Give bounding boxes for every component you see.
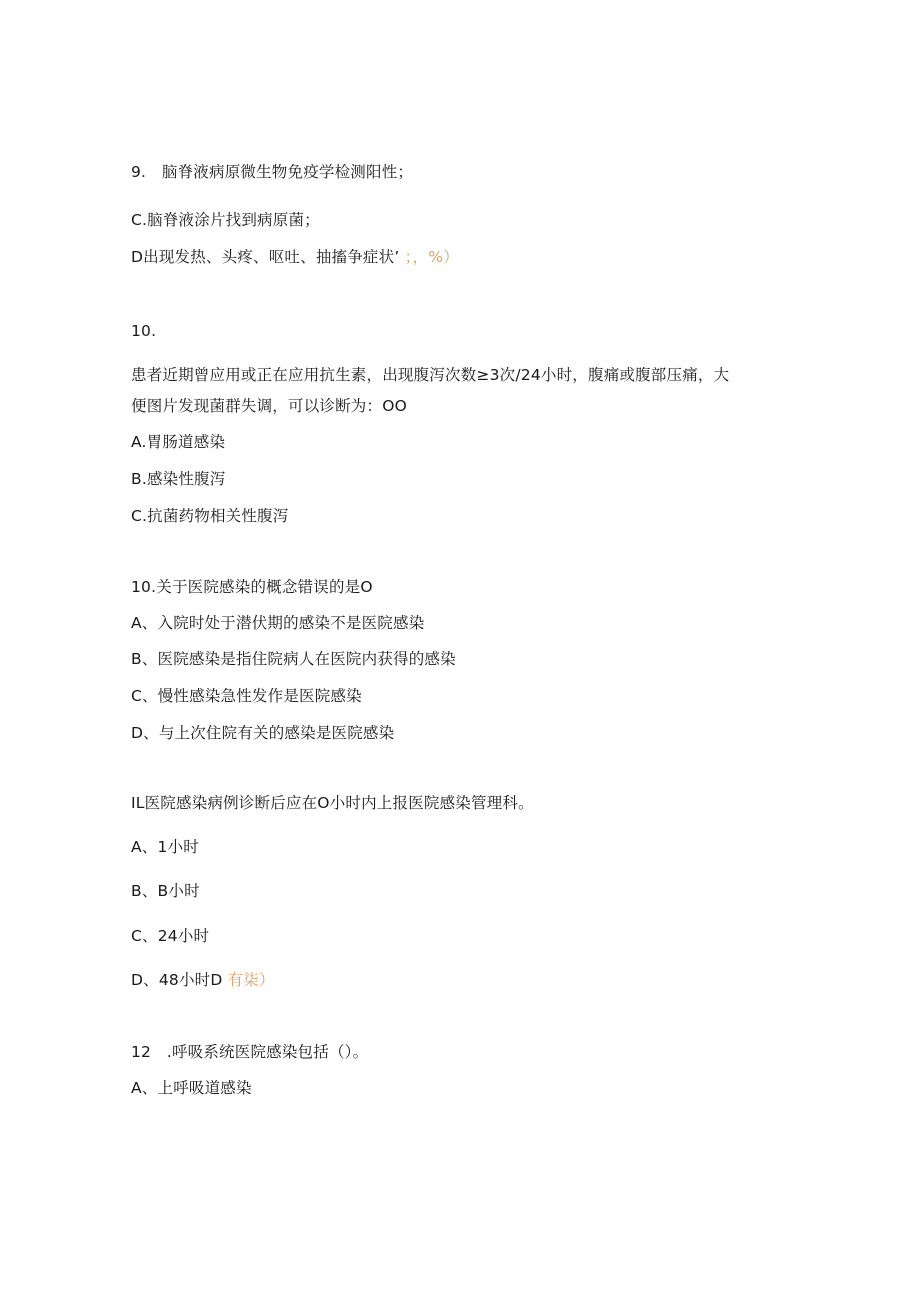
- q10b-option-b: B、医院感染是指住院病人在医院内获得的感染: [131, 650, 456, 668]
- q10b-stem: 10.关于医院感染的概念错误的是O: [131, 578, 373, 596]
- q11-option-a: A、1小时: [131, 838, 199, 856]
- q10b-option-d: D、与上次住院有关的感染是医院感染: [131, 724, 395, 742]
- q11-option-b: B、B小时: [131, 882, 200, 900]
- q9-option-d-annotation: ；，%）: [404, 248, 459, 266]
- q9-stem: 9. 脑脊液病原微生物免疫学检测阳性；: [131, 163, 414, 181]
- q11-option-c: C、24小时: [131, 927, 210, 945]
- q11-stem: IL医院感染病例诊断后应在O小时内上报医院感染管理科。: [131, 794, 534, 812]
- q9-option-d-text: D出现发热、头疼、呕吐、抽搐争症状’: [131, 248, 400, 266]
- q10b-option-a: A、入院时处于潜伏期的感染不是医院感染: [131, 614, 425, 632]
- q9-option-d: [131, 247, 459, 267]
- q12-option-a: A、上呼吸道感染: [131, 1079, 252, 1097]
- q10a-stem-line2: 便图片发现菌群失调，可以诊断为：OO: [131, 397, 408, 415]
- q10a-option-a: A.胃肠道感染: [131, 433, 226, 451]
- q9-option-c: C.脑脊液涂片找到病原菌；: [131, 211, 320, 229]
- q11-option-d-text: D、48小时D: [131, 971, 223, 989]
- q11-option-d-annotation: 有柒）: [227, 971, 275, 989]
- q12-stem: 12 .呼吸系统医院感染包括（）。: [131, 1043, 369, 1061]
- q10a-stem-line1: 患者近期曾应用或正在应用抗生素，出现腹泻次数≥3次/24小时，腹痛或腹部压痛，大: [131, 366, 730, 384]
- q11-option-d: [131, 970, 275, 990]
- q10b-option-c: C、慢性感染急性发作是医院感染: [131, 687, 362, 705]
- q10a-option-b: B.感染性腹泻: [131, 470, 226, 488]
- q10a-number: 10.: [131, 322, 157, 340]
- q10a-option-c: C.抗菌药物相关性腹泻: [131, 507, 289, 525]
